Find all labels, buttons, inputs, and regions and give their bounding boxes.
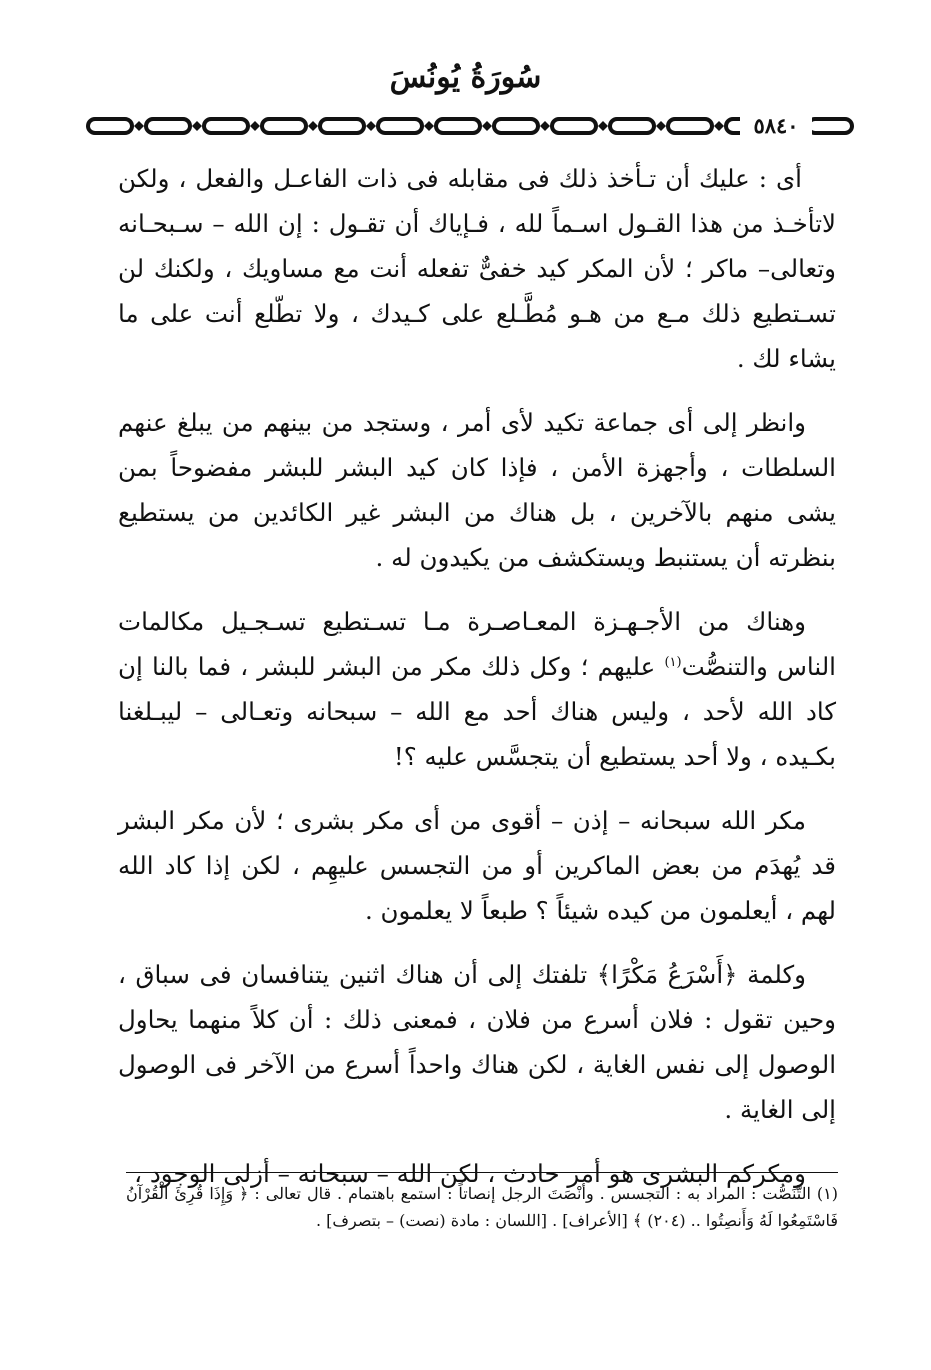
paragraph-4: مكر الله سبحانه – إذن – أقوى من أى مكر بشرى ؛ لأن مكر البشر قد يُهدَم من بعض الماكرين أو من التجسس عليهِم ، لكن إذا كاد الله لهم ، أيعلمون من كيده شيئاً ؟ طبعاً لا يعلمون . [118, 806, 836, 925]
paragraph-3 [118, 599, 836, 779]
paragraph-3-after-marker: عليهم ؛ [580, 652, 656, 681]
paragraph-3-start: وهناك من الأجـهـزة المعـاصـرة مـا تسـتطيع تسـجـيل مكالمات الناس والتنصُّت [118, 607, 836, 681]
paragraph-5: وكلمة ﴿أَسْرَعُ مَكْرًا﴾ تلفتك إلى أن هناك اثنين يتنافسان فى سباق ، وحين تقول : فلان أسرع من فلان ، فمعنى ذلك : أن كلاً منهما يحاول الوصول إلى نفس الغاية ، لكن هناك واحداً أسرع من الآخر فى الوصول إلى الغاية . [118, 960, 836, 1124]
page-number: ٥٨٤٠ [740, 113, 812, 139]
paragraph-1: أى : عليك أن تـأخذ ذلك فى مقابله فى ذات الفاعـل والفعل ، ولكن لاتأخـذ من هذا القـول اسـماً لله ، فـإياك أن تقـول : إن الله – سـبحـانه وتعالى– ماكر ؛ لأن المكر كيد خفىٌّ تفعله أنت مع مساويك ، ولكنك لن تسـتطيع ذلك مـع من هـو مُطَّـلع على كـيدك ، ولا تطّلع أنت على ما يشاء لك . [118, 164, 836, 373]
paragraph-6: ومكركم البشرى هو أمر حادث ، لكن الله – سبحانه – أزلى الوجود ، [134, 1159, 806, 1188]
page-body-text [118, 156, 836, 1215]
paragraph-2: وانظر إلى أى جماعة تكيد لأى أمر ، وستجد من بينهم من يبلغ عنهم السلطات ، وأجهزة الأمن ، فإذا كان كيد البشر للبشر مفضوحاً بمن يشى منهم بالآخرين ، بل هناك من البشر غير الكائدين من يستطيع بنظرته أن يستنبط ويستكشف من يكيدون له . [118, 408, 836, 572]
footnote-divider [126, 1172, 838, 1173]
surah-title: سُورَةُ يُونُسَ [389, 60, 542, 95]
footnote-marker[interactable]: (١) [664, 654, 682, 670]
paragraph-3-rest: وكل ذلك مكر من البشر للبشر ، فما بالنا إن كاد الله لأحد ، وليس هناك أحد مع الله – سبحانه وتعـالى – ليبـلغنا بكـيده ، ولا أحد يستطيع أن يتجسَّس عليه ؟! [118, 652, 836, 771]
footnote: (١) التَّنَصُّت : المراد به : التجسس . وأنْصَتَ الرجل إنصاتاً : استمع باهتمام . قال تعالى : ﴿ وَإِذَا قُرِئَ الْقُرْآنُ فَاسْتَمِعُوا لَهُ وَأَنصِتُوا .. (٢٠٤) ﴾ [الأعراف] . [اللسان : مادة (نصت) – بتصرف] . [126, 1184, 838, 1230]
